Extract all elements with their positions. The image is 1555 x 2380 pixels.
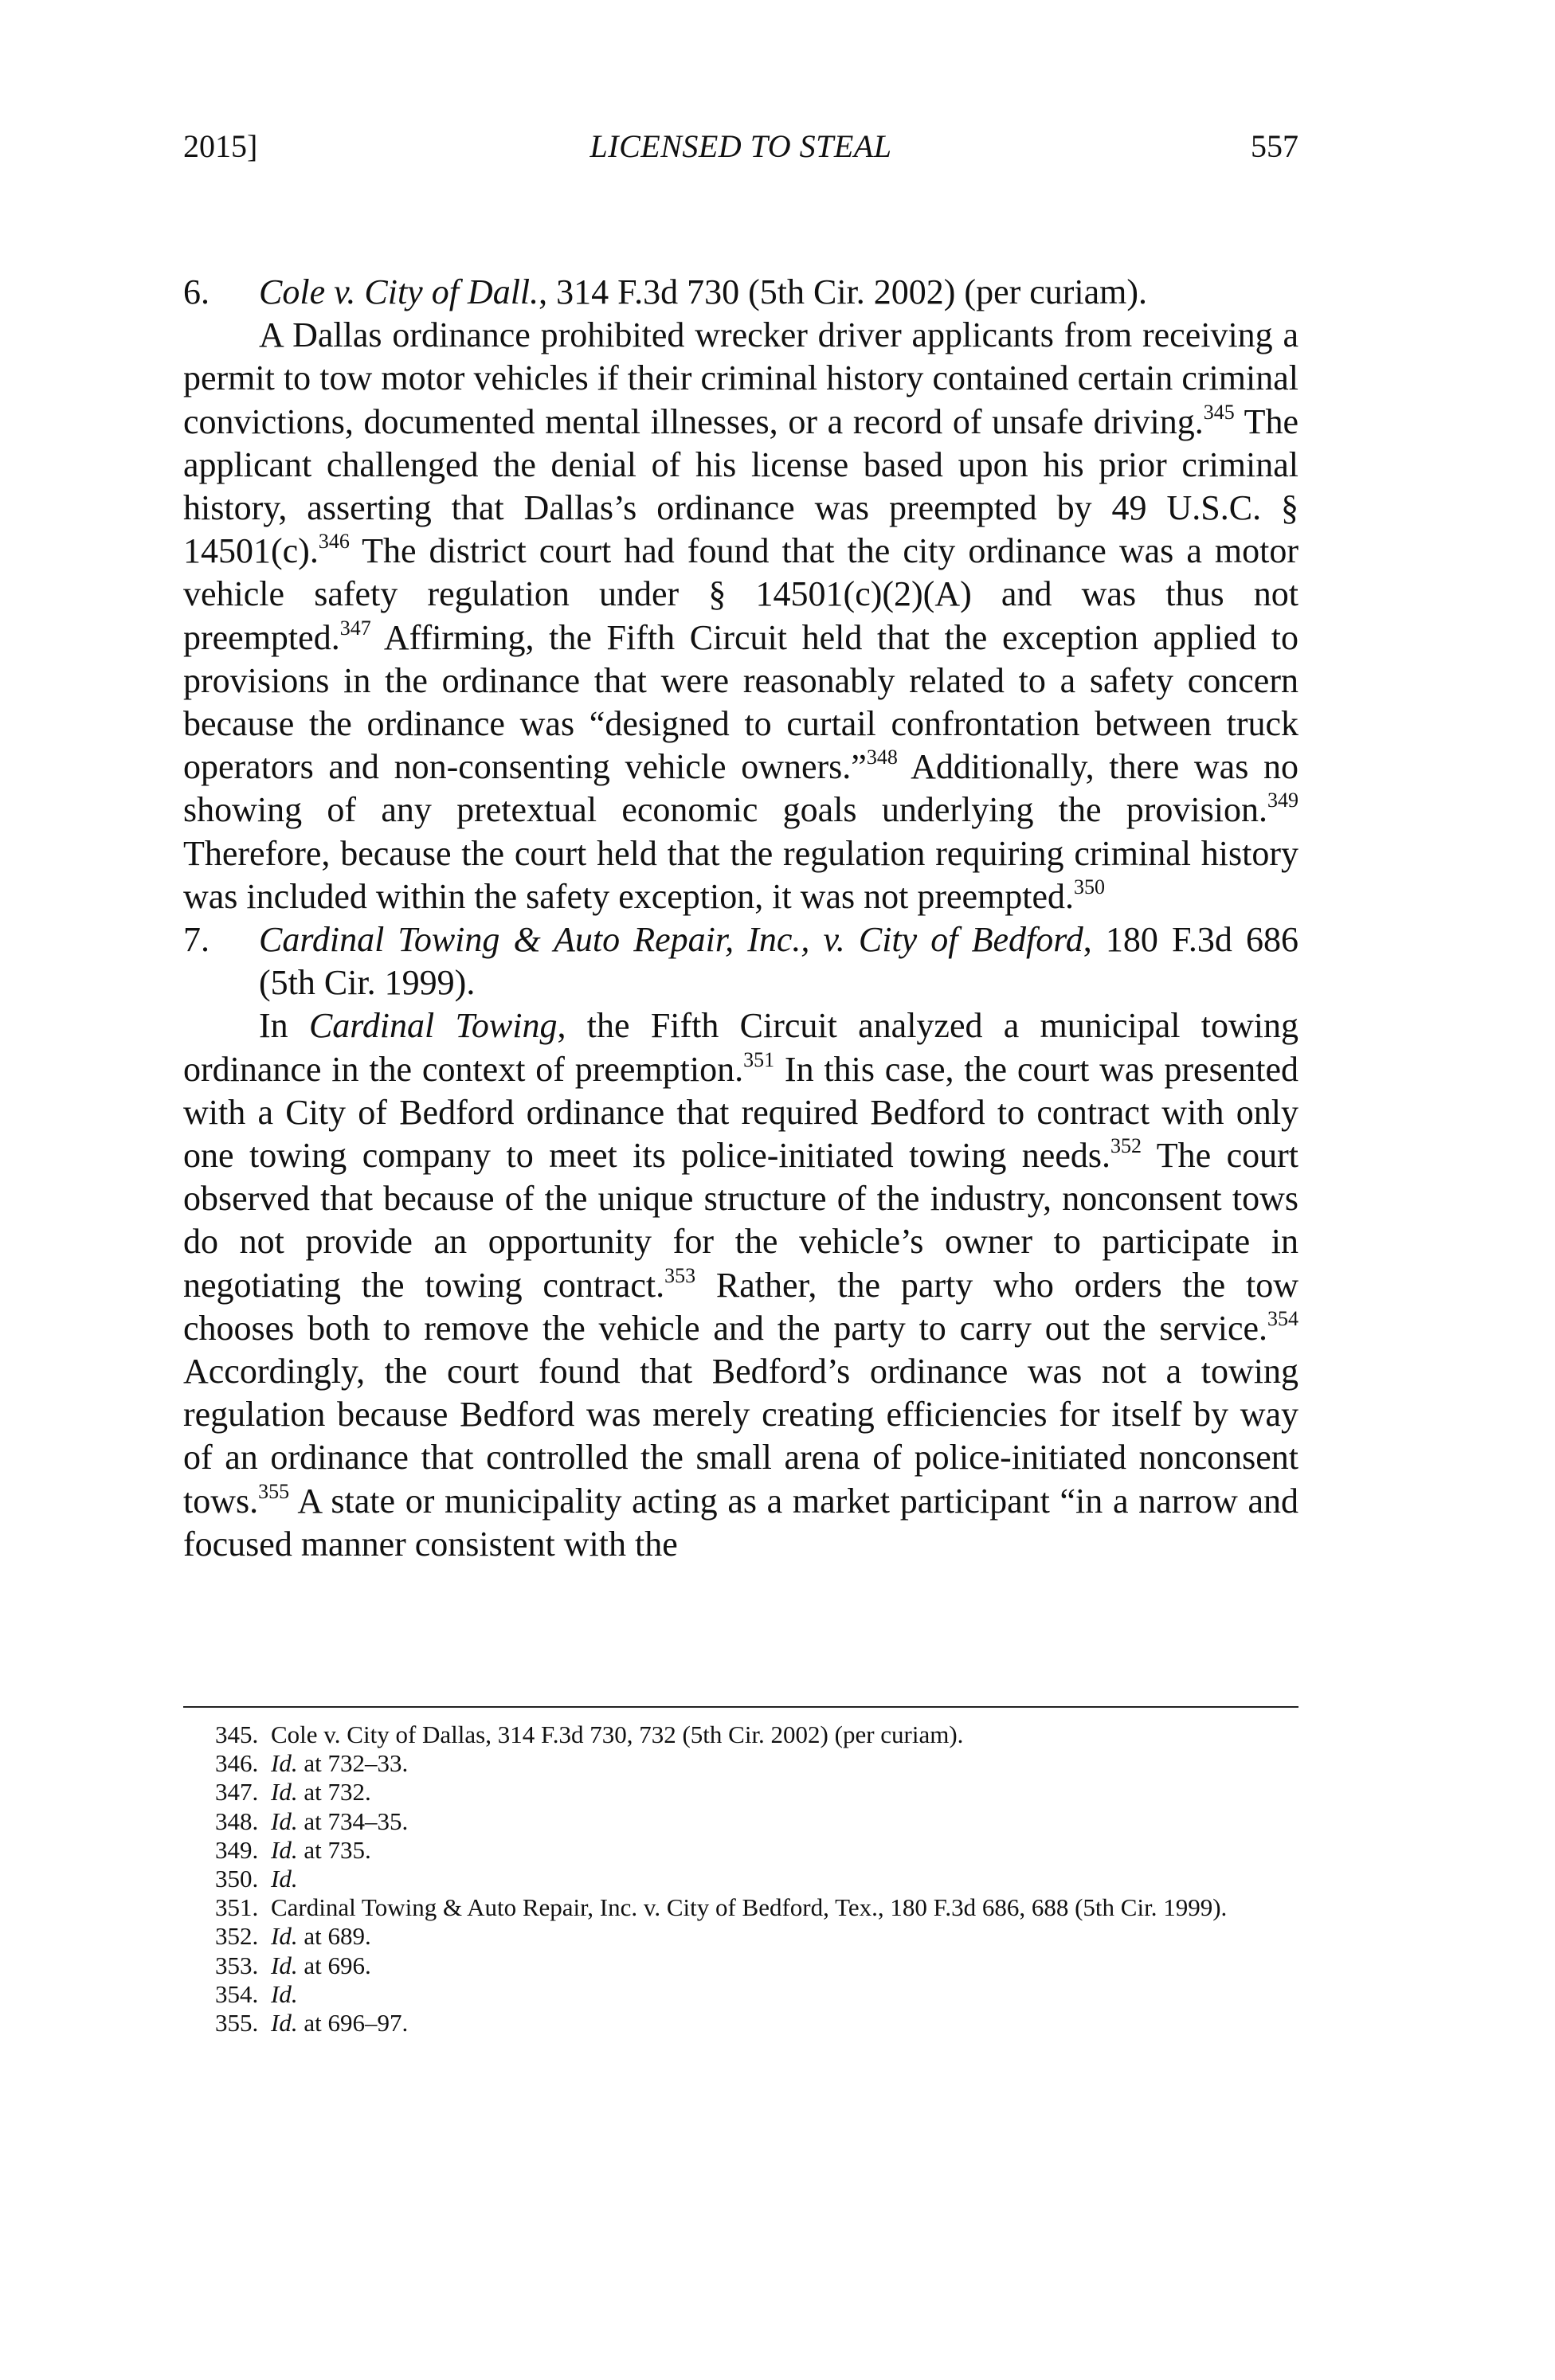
footnote-number: 349. bbox=[215, 1835, 259, 1864]
text-run: Therefore, because the court held that the regulation requiring criminal history was included within the safety exception, it was not preempted. bbox=[183, 833, 1298, 916]
footnote bbox=[183, 1865, 1298, 1893]
footnote bbox=[183, 1749, 1298, 1778]
footnote-ref[interactable]: 353 bbox=[664, 1263, 696, 1287]
footnote-text: Cardinal Towing & Auto Repair, Inc. v. City of Bedford, Tex., 180 F.3d 686, 688 (5th Cir. 1999). bbox=[271, 1893, 1228, 1922]
header-year: 2015] bbox=[183, 128, 258, 164]
text-run: The court observed that because of the unique structure of the industry, nonconsent tows do not provide an opportunity for the vehicle’s owner to participate in negotiating the towing contract. bbox=[183, 1136, 1298, 1305]
footnote-number: 346. bbox=[215, 1749, 259, 1778]
text-run: In bbox=[259, 1006, 309, 1046]
footnote bbox=[183, 1922, 1298, 1951]
footnote-ref[interactable]: 354 bbox=[1267, 1306, 1298, 1330]
header-page-number: 557 bbox=[1251, 128, 1298, 164]
footnote-italic: Id. bbox=[271, 1749, 298, 1778]
case-heading-7 bbox=[183, 918, 1298, 1004]
case-name-inline: Cardinal Towing bbox=[308, 1006, 558, 1046]
footnotes bbox=[183, 1720, 1298, 2037]
text-run: Accordingly, the court found that Bedford’s ordinance was not a towing regulation because Bedford was merely creating efficiencies for itself by way of an ordinance that controlled the small arena of police-initiated nonconsent tows. bbox=[183, 1352, 1298, 1521]
footnote-text: at 732–33. bbox=[297, 1749, 409, 1778]
case-citation: , 180 F.3d 686 (5th Cir. 1999). bbox=[259, 920, 1298, 1003]
footnote-text: Cole v. City of Dallas, 314 F.3d 730, 732 (5th Cir. 2002) (per curiam). bbox=[271, 1720, 964, 1748]
text-run: Rather, the party who orders the tow chooses both to remove the vehicle and the party to carry out the service. bbox=[183, 1265, 1299, 1348]
footnote bbox=[183, 1980, 1298, 2009]
footnote-number: 352. bbox=[215, 1922, 259, 1951]
text-run: , the Fifth Circuit analyzed a municipal towing ordinance in the context of preemption. bbox=[183, 1006, 1299, 1089]
footnote-italic: Id. bbox=[271, 1865, 298, 1893]
text-run: Additionally, there was no showing of any pretextual economic goals underlying the provision. bbox=[183, 747, 1298, 830]
header-title: LICENSED TO STEAL bbox=[589, 128, 892, 164]
case-number: 7. bbox=[183, 920, 210, 960]
text-run: A state or municipality acting as a market participant “in a narrow and focused manner consistent with the bbox=[183, 1481, 1298, 1564]
footnote-text: at 689. bbox=[297, 1922, 371, 1951]
footnote-number: 353. bbox=[215, 1951, 259, 1979]
footnote-italic: Id. bbox=[271, 1807, 298, 1835]
footnote-italic: Id. bbox=[271, 1778, 298, 1807]
text-run: In this case, the court was presented with a City of Bedford ordinance that required Bedford to contract with only one towing company to meet its police-initiated towing needs. bbox=[183, 1049, 1298, 1176]
footnote-ref[interactable]: 347 bbox=[339, 616, 371, 640]
text-run: The applicant challenged the denial of his license based upon his prior criminal history, asserting that Dallas’s ordinance was preempted by 49 U.S.C. § 14501(c). bbox=[183, 401, 1298, 571]
footnote-text: at 696. bbox=[297, 1951, 371, 1979]
text-run: The district court had found that the city ordinance was a motor vehicle safety regulation under § 14501(c)(2)(A) and was thus not preempted. bbox=[183, 531, 1298, 657]
footnote-number: 355. bbox=[215, 2009, 259, 2037]
running-header bbox=[183, 127, 1298, 175]
footnote-number: 351. bbox=[215, 1893, 259, 1922]
footnote-ref[interactable]: 349 bbox=[1267, 789, 1298, 812]
text-run: A Dallas ordinance prohibited wrecker driver applicants from receiving a permit to tow motor vehicles if their criminal history contained certain criminal convictions, documented mental illnesses, or a record of unsafe driving. bbox=[183, 315, 1298, 441]
case-heading-6 bbox=[183, 271, 1298, 314]
footnote bbox=[183, 1807, 1298, 1836]
case-citation: , 314 F.3d 730 (5th Cir. 2002) (per curiam). bbox=[539, 272, 1148, 311]
case-name: Cardinal Towing & Auto Repair, Inc., v. City of Bedford bbox=[259, 920, 1083, 960]
footnote-ref[interactable]: 345 bbox=[1203, 400, 1235, 424]
footnote bbox=[183, 1720, 1298, 1749]
footnote-ref[interactable]: 351 bbox=[743, 1047, 775, 1071]
document-page bbox=[183, 127, 1299, 2037]
footnote-divider bbox=[183, 1706, 1298, 1708]
footnote-ref[interactable]: 355 bbox=[258, 1479, 290, 1503]
footnote-italic: Id. bbox=[271, 2009, 298, 2037]
footnote bbox=[183, 1778, 1298, 1807]
footnote bbox=[183, 1951, 1298, 1980]
footnote-ref[interactable]: 348 bbox=[866, 746, 898, 769]
footnote-italic: Id. bbox=[271, 1979, 298, 2008]
footnote-text: at 732. bbox=[297, 1778, 371, 1807]
footnote-text: at 735. bbox=[297, 1835, 371, 1864]
footnote-number: 347. bbox=[215, 1778, 259, 1807]
footnote bbox=[183, 1893, 1298, 1922]
footnote-text: at 734–35. bbox=[297, 1807, 409, 1835]
paragraph-cardinal bbox=[183, 1004, 1298, 1566]
case-number: 6. bbox=[183, 272, 210, 311]
footnote-ref[interactable]: 352 bbox=[1110, 1134, 1142, 1158]
footnote-text: at 696–97. bbox=[297, 2009, 409, 2037]
footnote-number: 348. bbox=[215, 1807, 259, 1835]
text-run: Affirming, the Fifth Circuit held that the exception applied to provisions in the ordinance that were reasonably related to a safety concern because the ordinance was “designed to curtail confrontation between truck operators and non-consenting vehicle owners.” bbox=[183, 617, 1298, 787]
footnote-number: 350. bbox=[215, 1865, 259, 1893]
paragraph-cole bbox=[183, 314, 1298, 918]
footnote-italic: Id. bbox=[271, 1951, 298, 1979]
footnote-italic: Id. bbox=[271, 1922, 298, 1951]
footnote-italic: Id. bbox=[271, 1835, 298, 1864]
footnote bbox=[183, 2009, 1298, 2037]
footnote bbox=[183, 1836, 1298, 1865]
footnote-number: 345. bbox=[215, 1720, 259, 1748]
case-name: Cole v. City of Dall. bbox=[259, 272, 539, 311]
footnote-ref[interactable]: 346 bbox=[318, 530, 350, 554]
main-text bbox=[183, 271, 1298, 1566]
footnote-ref[interactable]: 350 bbox=[1074, 875, 1106, 898]
footnote-number: 354. bbox=[215, 1979, 259, 2008]
